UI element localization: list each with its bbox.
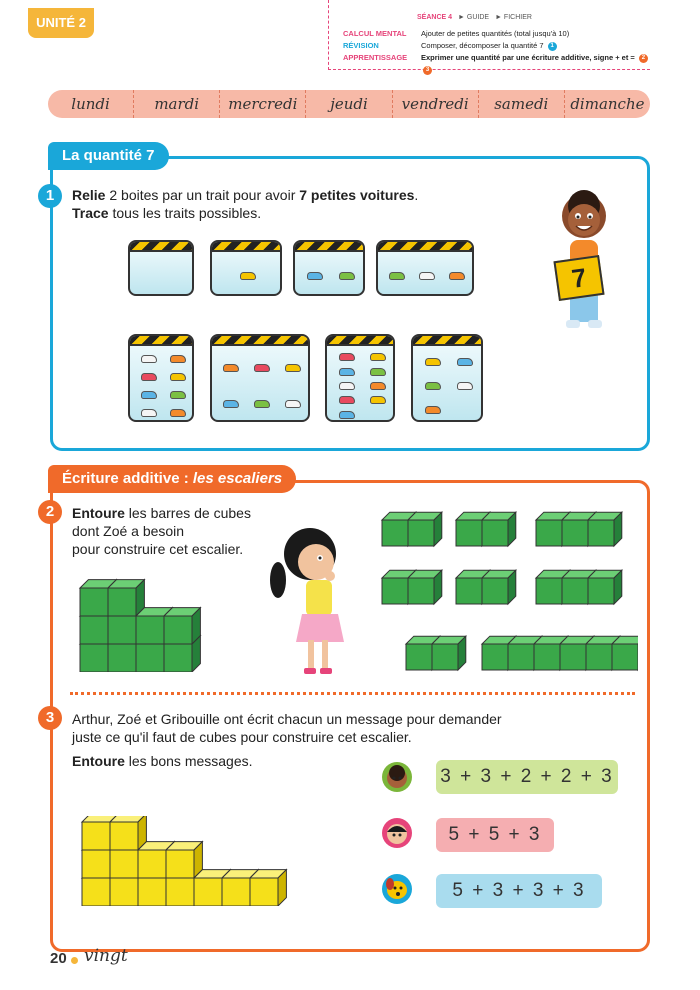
- toy-car-icon: [457, 358, 473, 366]
- seance-row-apprentissage: APPRENTISSAGE Exprimer une quantité par une écriture additive, signe + et = 23: [329, 52, 651, 64]
- page-number-word: vingt: [84, 946, 128, 966]
- cube: [164, 608, 200, 644]
- green-staircase: [78, 576, 202, 672]
- cube: [588, 512, 622, 546]
- toy-car-icon: [170, 409, 186, 417]
- toy-car-icon: [141, 409, 157, 417]
- toy-car-icon: [449, 272, 465, 280]
- toy-car-icon: [339, 411, 355, 419]
- yellow-staircase: [80, 816, 288, 906]
- toy-car-icon: [223, 364, 239, 372]
- toy-car-icon: [254, 400, 270, 408]
- toy-car-icon: [370, 382, 386, 390]
- toy-car-icon: [370, 396, 386, 404]
- car-box[interactable]: [293, 240, 365, 296]
- exercise1-instructions: Relie 2 boites par un trait pour avoir 7 petites voitures. Trace tous les traits possibles.: [72, 187, 419, 221]
- message-zoe[interactable]: 5 + 5 + 3: [436, 818, 554, 852]
- cube: [250, 870, 286, 906]
- seance-row-revision: RÉVISION Composer, décomposer la quantité 7 1: [329, 40, 651, 52]
- toy-car-icon: [141, 355, 157, 363]
- unit-tab: UNITÉ 2: [28, 8, 94, 38]
- toy-car-icon: [285, 400, 301, 408]
- toy-car-icon: [419, 272, 435, 280]
- car-box[interactable]: [210, 240, 282, 296]
- toy-car-icon: [370, 368, 386, 376]
- cube: [408, 570, 442, 604]
- day-lundi[interactable]: lundi: [48, 90, 134, 118]
- toy-car-icon: [339, 353, 355, 361]
- section2-title: Écriture additive : les escaliers: [48, 465, 296, 493]
- cube: [408, 512, 442, 546]
- toy-car-icon: [339, 382, 355, 390]
- section1-title: La quantité 7: [48, 142, 169, 170]
- gribouille-avatar: [382, 874, 412, 904]
- cube: [432, 636, 466, 670]
- toy-car-icon: [223, 400, 239, 408]
- toy-car-icon: [170, 373, 186, 381]
- cube: [110, 816, 146, 850]
- toy-car-icon: [425, 358, 441, 366]
- day-mardi[interactable]: mardi: [134, 90, 220, 118]
- toy-car-icon: [285, 364, 301, 372]
- car-box[interactable]: [128, 334, 194, 422]
- toy-car-icon: [339, 368, 355, 376]
- toy-car-icon: [170, 355, 186, 363]
- seance-panel: [328, 0, 650, 73]
- day-dimanche[interactable]: dimanche: [570, 95, 645, 113]
- cube: [612, 636, 638, 670]
- cube-bars: [376, 506, 638, 682]
- car-box[interactable]: [325, 334, 395, 422]
- day-jeudi[interactable]: jeudi: [306, 90, 392, 118]
- page-number: 20: [50, 950, 67, 967]
- exercise-number-3: 3: [38, 706, 62, 730]
- message-gribouille[interactable]: 5 + 3 + 3 + 3: [436, 874, 602, 908]
- exercise-number-1: 1: [38, 184, 62, 208]
- toy-car-icon: [141, 373, 157, 381]
- toy-car-icon: [141, 391, 157, 399]
- weekday-strip: [48, 90, 650, 118]
- zoe-avatar: [382, 818, 412, 848]
- toy-car-icon: [254, 364, 270, 372]
- day-mercredi[interactable]: mercredi: [220, 90, 306, 118]
- toy-car-icon: [170, 391, 186, 399]
- seance-title: SÉANCE 4 ► GUIDE ► FICHIER: [417, 14, 532, 21]
- dotted-divider: [70, 692, 635, 695]
- car-box[interactable]: [128, 240, 194, 296]
- day-samedi[interactable]: samedi: [479, 90, 565, 118]
- toy-car-icon: [389, 272, 405, 280]
- toy-car-icon: [425, 382, 441, 390]
- cube: [108, 580, 144, 616]
- toy-car-icon: [370, 353, 386, 361]
- day-vendredi[interactable]: vendredi: [393, 90, 479, 118]
- toy-car-icon: [339, 396, 355, 404]
- car-box[interactable]: [376, 240, 474, 296]
- cube: [482, 570, 516, 604]
- number-sign: 7: [553, 255, 604, 301]
- toy-car-icon: [339, 272, 355, 280]
- cube: [482, 512, 516, 546]
- toy-car-icon: [457, 382, 473, 390]
- seance-row-calcul: CALCUL MENTAL Ajouter de petites quantités (total jusqu'à 10): [343, 29, 570, 38]
- exercise3-task: Entoure les bons messages.: [72, 753, 253, 769]
- cube: [166, 842, 202, 878]
- cube: [588, 570, 622, 604]
- arthur-avatar: [382, 762, 412, 792]
- exercise-number-2: 2: [38, 500, 62, 524]
- car-box[interactable]: [210, 334, 310, 422]
- car-box[interactable]: [411, 334, 483, 422]
- toy-car-icon: [240, 272, 256, 280]
- message-arthur[interactable]: 3 + 3 + 2 + 2 + 3: [436, 760, 618, 794]
- footer-dot: [71, 957, 78, 964]
- zoe-illustration: [262, 518, 354, 678]
- toy-car-icon: [425, 406, 441, 414]
- exercise2-instructions: Entoure les barres de cubes dont Zoé a besoin pour construire cet escalier.: [72, 505, 251, 557]
- exercise3-instructions: Arthur, Zoé et Gribouille ont écrit chacun un message pour demander juste ce qu'il faut de cubes pour construire cet escalier.: [72, 711, 502, 745]
- toy-car-icon: [307, 272, 323, 280]
